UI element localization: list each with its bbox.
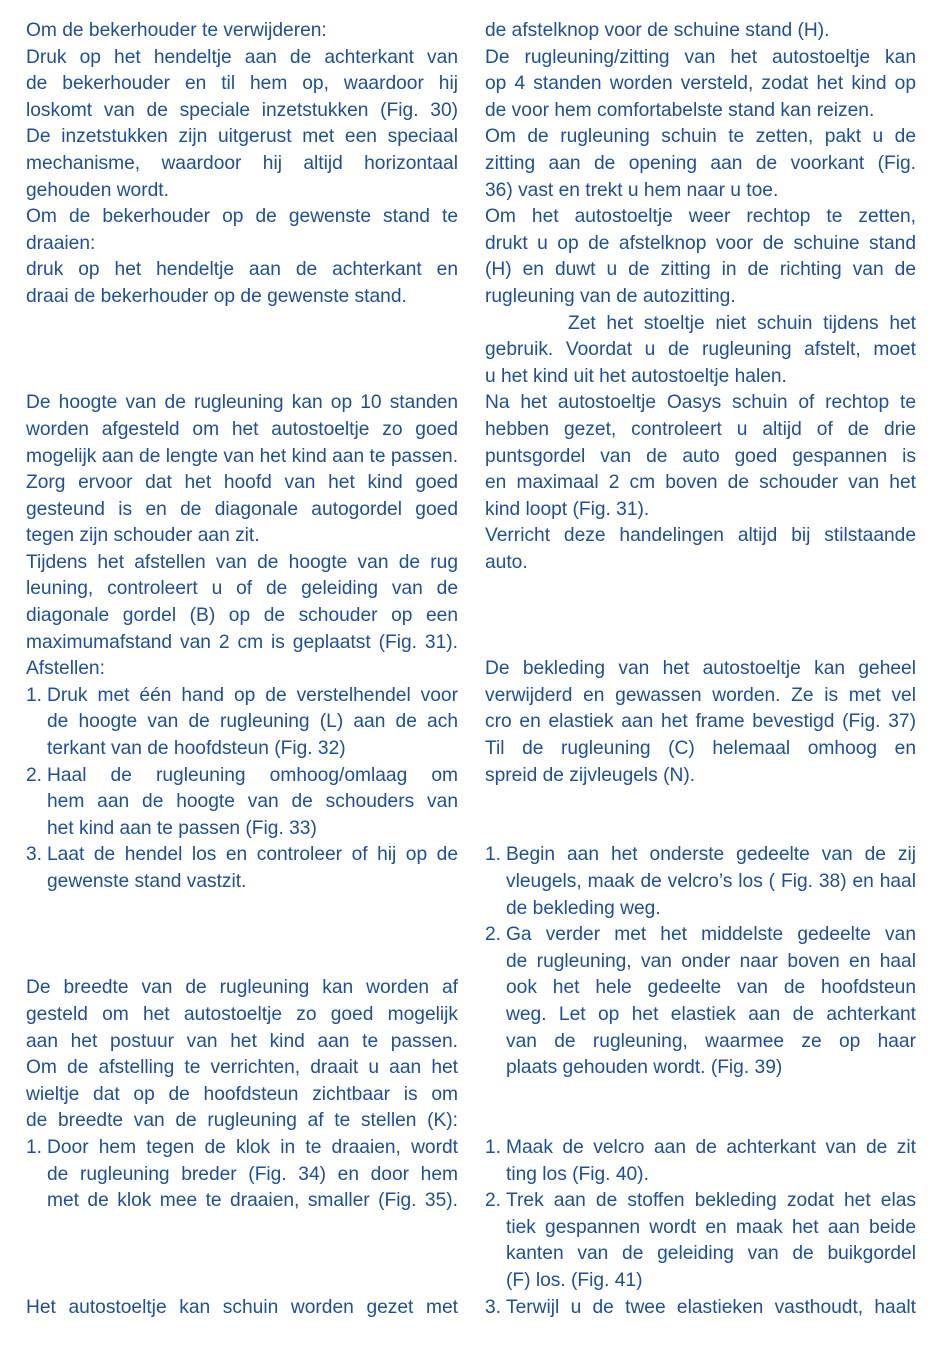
text-line: Zorg ervoor dat het hoofd van het kind goed (26, 472, 458, 494)
text-line: 36) vast en trekt u hem naar u toe. (485, 179, 779, 201)
text-line: Druk op het hendeltje aan de achterkant van (26, 46, 458, 68)
text-line: gesteund is en de diagonale autogordel goed (26, 498, 458, 520)
text-line: rugleuning van de autozitting. (485, 285, 736, 307)
list-item-line: de rugleuning breder (Fig. 34) en door hem (47, 1163, 458, 1185)
text-line: Om de rugleuning schuin te zetten, pakt u de (485, 126, 916, 148)
text-line: aan het postuur van het kind aan te passen. (26, 1030, 458, 1052)
list-item-line: van de rugleuning, waarmee ze op haar (506, 1030, 916, 1052)
list-item-line: gewenste stand vastzit. (47, 871, 247, 892)
list-item: 3. Terwijl u de twee elastieken vasthoudt, haalt (485, 1295, 916, 1322)
text-line: loskomt van de speciale inzetstukken (Fig. 30) (26, 99, 458, 121)
list-number: 3. (485, 1296, 502, 1318)
list-item-line: de rugleuning, van onder naar boven en haal (506, 950, 916, 972)
text-line: De bekleding van het autostoeltje kan geheel (485, 658, 916, 680)
text-line: de afstelknop voor de schuine stand (H). (485, 20, 830, 41)
list-item-line: weg. Let op het elastiek aan de achterkant (506, 1003, 916, 1025)
list-item: 2. Trek aan de stoffen bekleding zodat het elas (485, 1188, 916, 1215)
list-item-line: ting los (Fig. 40). (506, 1163, 649, 1185)
text-line: leuning, controleert u of de geleiding van de (26, 578, 458, 600)
text-line: De breedte van de rugleuning kan worden af (26, 977, 458, 999)
list-item-line: ook het hele gedeelte van de hoofdsteun (506, 977, 916, 999)
list-number: 1. (485, 1136, 502, 1158)
text-line: spreid de zijvleugels (N). (485, 764, 696, 786)
text-line: op 4 standen worden versteld, zodat het kind op (485, 73, 916, 95)
text-line: verwijderd en gewassen worden. Ze is met vel (485, 684, 916, 706)
text-line: tegen zijn schouder aan zit. (26, 525, 260, 547)
cupholder-turn-heading: Om de bekerhouder op de gewenste stand te (26, 206, 458, 228)
list-item-line: terkant van de hoofdsteun (Fig. 32) (47, 738, 346, 760)
right-column (485, 18, 916, 1321)
list-item-line: tiek gespannen wordt en maak het aan beide (506, 1216, 916, 1238)
list-item: 2. Ga verder met het middelste gedeelte van (485, 922, 916, 949)
text-line: Til de rugleuning (C) helemaal omhoog en (485, 738, 916, 760)
list-item: 1. Maak de velcro aan de achterkant van de zit (485, 1135, 916, 1162)
text-line: hebben gezet, controleert u altijd of de drie (485, 418, 916, 440)
text-line: Tijdens het afstellen van de hoogte van de rug (26, 551, 458, 573)
text-line: (H) en duwt u de zitting in de richting van de (485, 259, 916, 281)
list-item: 1. Begin aan het onderste gedeelte van de zij (485, 842, 916, 869)
list-number: 1. (26, 1136, 43, 1158)
text-line: De hoogte van de rugleuning kan op 10 standen (26, 392, 458, 414)
warning-line: gebruik. Voordat u de rugleuning afstelt, moet (485, 339, 916, 361)
list-item-line: hem aan de hoogte van de schouders van (47, 791, 458, 813)
text-line: auto. (485, 551, 528, 573)
list-item: 1. Druk met één hand op de verstelhendel voor (26, 683, 458, 710)
text-line: draai de bekerhouder op de gewenste stand. (26, 285, 407, 307)
list-item-line: kanten van de geleiding van de buikgordel (506, 1243, 916, 1265)
text-line: mogelijk aan de lengte van het kind aan te passen. (26, 445, 459, 467)
text-line: en maximaal 2 cm boven de schouder van het (485, 472, 916, 494)
list-item: 3. Laat de hendel los en controleer of hij op de (26, 842, 458, 869)
text-line: gehouden wordt. (26, 179, 169, 201)
text-line: de breedte van de rugleuning af te stellen (K): (26, 1110, 458, 1132)
text-line: puntsgordel van de auto goed gespannen is (485, 445, 916, 467)
warning-line: Zet het stoeltje niet schuin tijdens het (568, 312, 916, 334)
list-number: 2. (485, 1190, 502, 1212)
list-item-line: de bekleding weg. (506, 897, 661, 919)
list-item-line: met de klok mee te draaien, smaller (Fig. 35). (47, 1190, 458, 1212)
list-item-line: (F) los. (Fig. 41) (506, 1269, 643, 1291)
list-number: 2. (26, 764, 43, 786)
list-item: 2. Haal de rugleuning omhoog/omlaag om (26, 763, 458, 790)
list-item-line: vleugels, maak de velcro’s los ( Fig. 38) en haal (506, 871, 916, 892)
warning-line: u het kind uit het autostoeltje halen. (485, 365, 787, 387)
text-line: de bekerhouder en til hem op, waardoor hij (26, 73, 458, 95)
text-line: diagonale gordel (B) op de schouder op een (26, 605, 458, 627)
cupholder-remove-heading: Om de bekerhouder te verwijderen: (26, 20, 327, 41)
text-line: Om het autostoeltje weer rechtop te zetten, (485, 206, 916, 228)
text-line: mechanisme, waardoor hij altijd horizontaal (26, 152, 458, 174)
text-line: drukt u op de afstelknop voor de schuine stand (485, 232, 916, 254)
text-line: Om de afstelling te verrichten, draait u aan het (26, 1057, 458, 1079)
text-line: gesteld om het autostoeltje zo goed mogelijk (26, 1003, 458, 1025)
text-line: Het autostoeltje kan schuin worden gezet met (26, 1296, 458, 1318)
list-item-line: het kind aan te passen (Fig. 33) (47, 817, 317, 839)
adjust-label: Afstellen: (26, 658, 105, 680)
list-number: 1. (485, 844, 502, 866)
text-line: maximumafstand van 2 cm is geplaatst (Fig. 31). (26, 631, 458, 653)
text-line: De rugleuning/zitting van het autostoeltje kan (485, 46, 916, 68)
left-column (26, 18, 458, 1321)
list-number: 1. (26, 684, 43, 706)
text-line: Verricht deze handelingen altijd bij stilstaande (485, 525, 916, 547)
text-line: kind loopt (Fig. 31). (485, 498, 650, 520)
text-line: cro en elastiek aan het frame bevestigd (Fig. 37) (485, 711, 916, 733)
text-line: zitting aan de opening aan de voorkant (Fig. (485, 152, 916, 174)
list-item-line: de hoogte van de rugleuning (L) aan de ach (47, 711, 458, 733)
cupholder-turn-heading: draaien: (26, 232, 96, 254)
list-number: 2. (485, 924, 502, 946)
text-line: wieltje dat op de hoofdsteun zichtbaar is om (26, 1083, 458, 1105)
text-line: de voor hem comfortabelste stand kan reizen. (485, 99, 875, 121)
list-item: 1. Door hem tegen de klok in te draaien, wordt (26, 1135, 458, 1162)
text-line: De inzetstukken zijn uitgerust met een speciaal (26, 126, 458, 148)
text-line: druk op het hendeltje aan de achterkant en (26, 259, 458, 281)
text-line: worden afgesteld om het autostoeltje zo goed (26, 418, 458, 440)
list-number: 3. (26, 844, 43, 866)
list-item-line: plaats gehouden wordt. (Fig. 39) (506, 1057, 783, 1079)
text-line: Na het autostoeltje Oasys schuin of rechtop te (485, 392, 916, 414)
